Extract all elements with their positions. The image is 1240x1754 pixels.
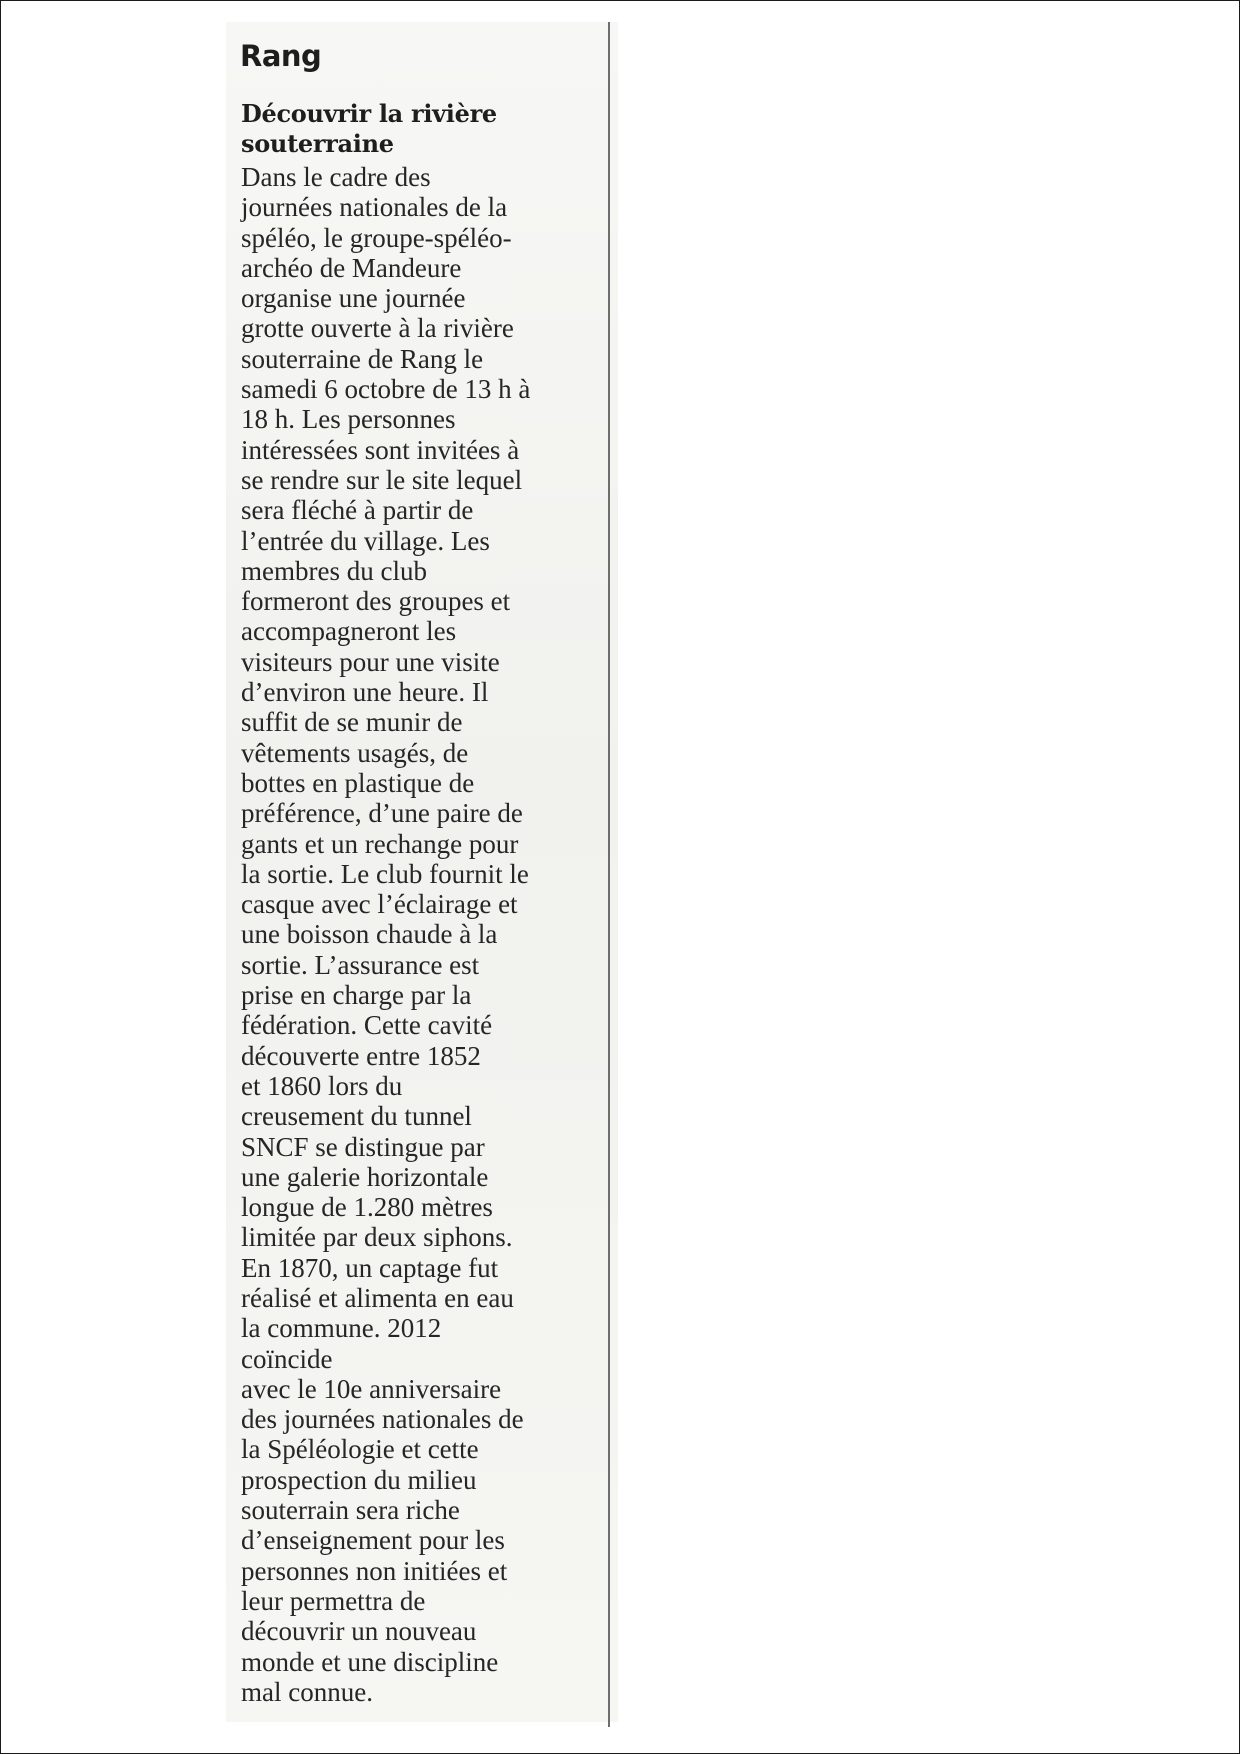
article-line: découverte entre 1852 [241, 1040, 481, 1071]
article-line: longue de 1.280 mètres [241, 1192, 493, 1223]
article-headline [241, 99, 541, 159]
article-line: découvrir un nouveau [241, 1616, 477, 1647]
article-line: l’entrée du village. Les [241, 525, 490, 556]
article-line: membres du club [241, 555, 427, 586]
headline-line: souterraine [241, 129, 394, 158]
article-line: spéléo, le groupe-spéléo- [241, 222, 512, 253]
section-title: Rang [240, 39, 322, 73]
article-line: une boisson chaude à la [241, 919, 498, 950]
headline-line: Découvrir la rivière [241, 99, 497, 128]
article-line: journées nationales de la [241, 192, 508, 223]
article-line: samedi 6 octobre de 13 h à [241, 374, 531, 405]
article-line: vêtements usagés, de [241, 737, 469, 768]
article-line: creusement du tunnel [241, 1101, 472, 1132]
article-line: la sortie. Le club fournit le [241, 858, 529, 889]
article-line: d’enseignement pour les [241, 1525, 505, 1556]
article-line: monde et une discipline [241, 1646, 499, 1677]
article-line: gants et un rechange pour [241, 828, 519, 859]
article-line: mal connue. [241, 1676, 373, 1707]
article-line: coïncide [241, 1343, 333, 1374]
article-line: la commune. 2012 [241, 1313, 442, 1344]
article-line: En 1870, un captage fut [241, 1252, 499, 1283]
article-line: fédération. Cette cavité [241, 1010, 493, 1041]
article-body [241, 162, 611, 1707]
article-line: intéressées sont invitées à [241, 434, 520, 465]
article-line: sortie. L’assurance est [241, 949, 480, 980]
article-line: SNCF se distingue par [241, 1131, 485, 1162]
article-line: limitée par deux siphons. [241, 1222, 513, 1253]
article-line: archéo de Mandeure [241, 252, 462, 283]
article-line: personnes non initiées et [241, 1555, 508, 1586]
article-line: la Spéléologie et cette [241, 1434, 479, 1465]
article-line: sera fléché à partir de [241, 495, 474, 526]
article-line: casque avec l’éclairage et [241, 889, 518, 920]
article-line: grotte ouverte à la rivière [241, 313, 514, 344]
article-line: prise en charge par la [241, 980, 472, 1011]
article-line: souterraine de Rang le [241, 343, 484, 374]
article-line: préférence, d’une paire de [241, 798, 523, 829]
article-line: accompagneront les [241, 616, 457, 647]
article-line: bottes en plastique de [241, 767, 475, 798]
article-line: réalisé et alimenta en eau [241, 1282, 514, 1313]
article-line: organise une journée [241, 283, 466, 314]
article-line: suffit de se munir de [241, 707, 463, 738]
article-line: formeront des groupes et [241, 586, 511, 617]
article-line: se rendre sur le site lequel [241, 464, 523, 495]
article-line: Dans le cadre des [241, 162, 431, 192]
article-line: une galerie horizontale [241, 1161, 489, 1192]
article-line: et 1860 lors du [241, 1070, 403, 1101]
article-line: souterrain sera riche [241, 1495, 460, 1526]
article-line: prospection du milieu [241, 1464, 477, 1495]
article-line: d’environ une heure. Il [241, 677, 489, 708]
article-line: des journées nationales de [241, 1404, 524, 1435]
article-line: 18 h. Les personnes [241, 404, 456, 435]
article-line: avec le 10e anniversaire [241, 1373, 502, 1404]
article-line: visiteurs pour une visite [241, 646, 500, 677]
article-line: leur permettra de [241, 1585, 426, 1616]
